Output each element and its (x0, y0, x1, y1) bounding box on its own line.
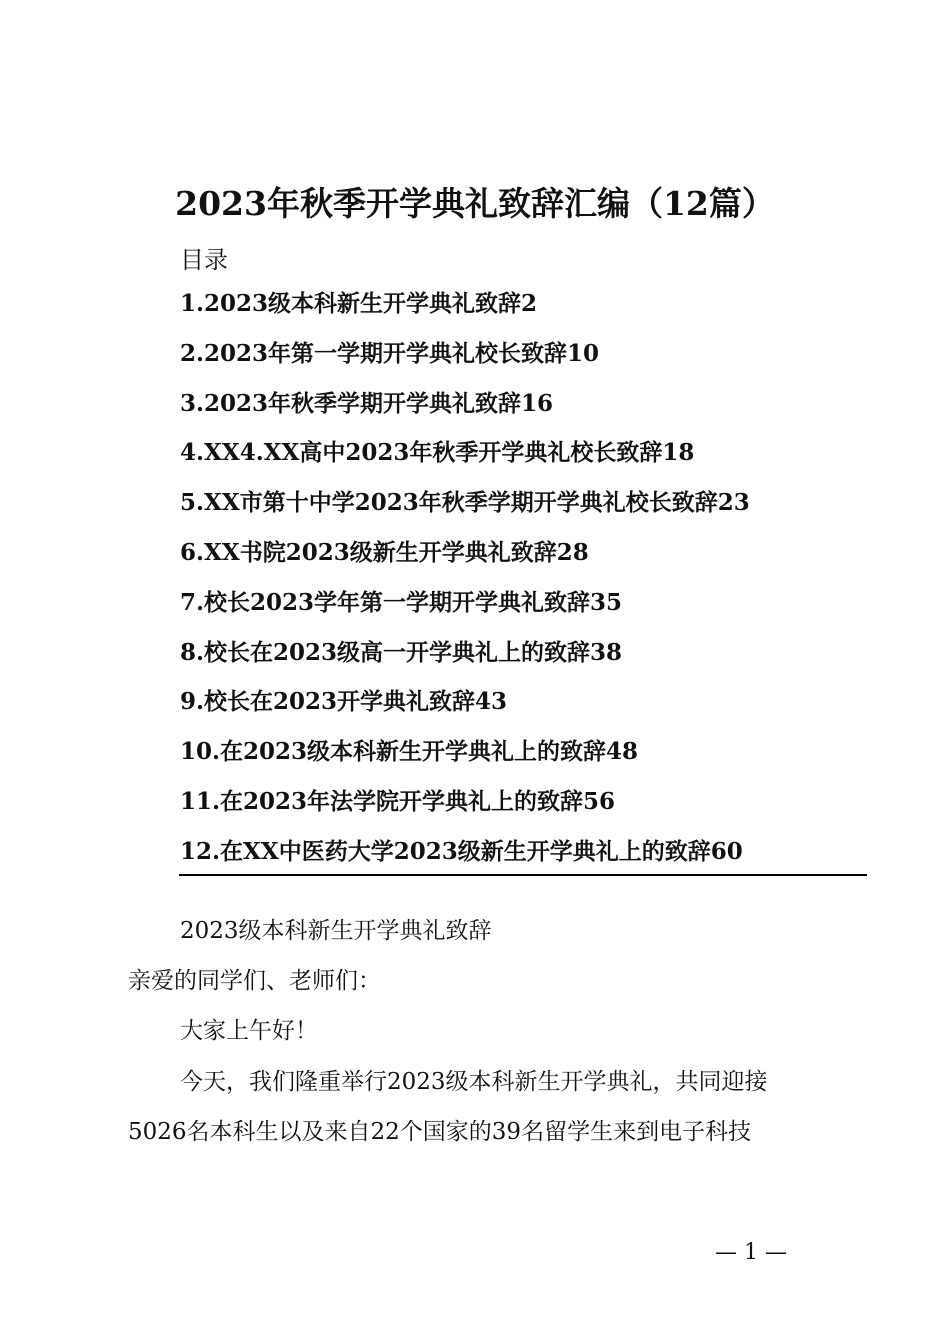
table-of-contents (180, 286, 870, 884)
toc-item[interactable]: 8.校长在2023级高一开学典礼上的致辞38 (180, 638, 623, 666)
toc-heading: 目录 (180, 246, 228, 274)
toc-item[interactable]: 1.2023级本科新生开学典礼致辞2 (180, 290, 538, 317)
toc-item[interactable]: 4.XX4.XX高中2023年秋季开学典礼校长致辞18 (180, 439, 695, 467)
section-title: 2023级本科新生开学典礼致辞 (180, 918, 492, 944)
toc-divider (179, 874, 867, 876)
toc-item[interactable]: 3.2023年秋季学期开学典礼致辞16 (180, 389, 554, 417)
paragraph-line: 今天，我们隆重举行2023级本科新生开学典礼，共同迎接 (180, 1069, 768, 1095)
toc-item[interactable]: 5.XX市第十中学2023年秋季学期开学典礼校长致辞23 (180, 489, 750, 517)
toc-item[interactable]: 9.校长在2023开学典礼致辞43 (180, 688, 508, 716)
toc-item[interactable]: 2.2023年第一学期开学典礼校长致辞10 (180, 339, 600, 367)
paragraph-line: 5026名本科生以及来自22个国家的39名留学生来到电子科技 (128, 1119, 752, 1145)
toc-item[interactable]: 12.在XX中医药大学2023级新生开学典礼上的致辞60 (180, 837, 743, 865)
toc-item[interactable]: 11.在2023年法学院开学典礼上的致辞56 (180, 787, 616, 815)
greeting: 大家上午好！ (180, 1018, 318, 1044)
document-title: 2023年秋季开学典礼致辞汇编（12篇） (175, 184, 775, 223)
page-number: — 1 — (715, 1240, 787, 1265)
salutation: 亲爱的同学们、老师们： (128, 968, 381, 994)
toc-item[interactable]: 7.校长2023学年第一学期开学典礼致辞35 (180, 588, 623, 616)
toc-item[interactable]: 6.XX书院2023级新生开学典礼致辞28 (180, 538, 589, 566)
toc-item[interactable]: 10.在2023级本科新生开学典礼上的致辞48 (180, 738, 639, 766)
